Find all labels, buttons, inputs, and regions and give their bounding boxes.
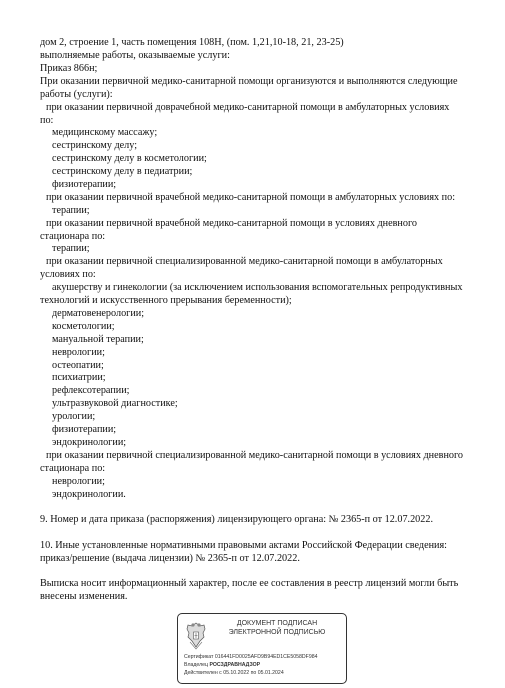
- list-item: косметологии;: [52, 321, 115, 332]
- electronic-signature-stamp: [177, 613, 347, 684]
- stamp-title: ДОКУМЕНТ ПОДПИСАН ЭЛЕКТРОННОЙ ПОДПИСЬЮ: [228, 620, 326, 636]
- list-item: неврологии;: [52, 347, 105, 358]
- list-item: медицинскому массажу;: [52, 127, 158, 138]
- list-item: сестринскому делу;: [52, 140, 138, 151]
- certificate-line: Сертификат 016441FD0025AFD9B94ED1CE5058DF984: [184, 654, 318, 660]
- category-heading: при оказании первичной врачебной медико-санитарной помощи в условиях дневного: [46, 218, 417, 229]
- list-item: рефлексотерапии;: [52, 385, 130, 396]
- list-item: физиотерапии;: [52, 424, 117, 435]
- list-item: сестринскому делу в педиатрии;: [52, 166, 193, 177]
- section-10: 10. Иные установленные нормативными правовыми актами Российской Федерации сведения:: [40, 540, 448, 551]
- list-item: физиотерапии;: [52, 179, 117, 190]
- order-reference: Приказ 866н;: [40, 63, 98, 74]
- list-item: эндокринологии.: [52, 489, 126, 500]
- text-line: технологий и искусственного прерывания беременности);: [40, 295, 292, 306]
- text-line: При оказании первичной медико-санитарной помощи организуются и выполняются следующие: [40, 76, 458, 87]
- disclaimer-continued: внесены изменения.: [40, 591, 128, 602]
- text-line: по:: [40, 115, 54, 126]
- works-heading: выполняемые работы, оказываемые услуги:: [40, 50, 230, 61]
- category-heading: при оказании первичной специализированной медико-санитарной помощи в амбулаторных: [46, 256, 443, 267]
- list-item: ультразвуковой диагностике;: [52, 398, 178, 409]
- list-item: эндокринологии;: [52, 437, 127, 448]
- list-item: остеопатии;: [52, 360, 104, 371]
- list-item: терапии;: [52, 243, 90, 254]
- owner-line: Владелец РОСЗДРАВНАДЗОР: [184, 662, 261, 668]
- address-line: дом 2, строение 1, часть помещения 108Н, (пом. 1,21,10-18, 21, 23-25): [40, 37, 344, 48]
- list-item: психиатрии;: [52, 372, 106, 383]
- text-line: стационара по:: [40, 231, 106, 242]
- coat-of-arms-icon: [184, 620, 208, 650]
- validity-line: Действителен с 05.10.2022 по 05.01.2024: [184, 670, 284, 676]
- category-heading: при оказании первичной специализированной медико-санитарной помощи в условиях дневного: [46, 450, 464, 461]
- disclaimer: Выписка носит информационный характер, после ее составления в реестр лицензий могли быть: [40, 578, 459, 589]
- list-item: мануальной терапии;: [52, 334, 144, 345]
- text-line: стационара по:: [40, 463, 106, 474]
- text-line: условиях по:: [40, 269, 96, 280]
- list-item: акушерству и гинекологии (за исключением использования вспомогательных репродуктивных: [52, 282, 463, 293]
- section-9: 9. Номер и дата приказа (распоряжения) лицензирующего органа: № 2365-п от 12.07.2022.: [40, 514, 434, 525]
- list-item: неврологии;: [52, 476, 105, 487]
- list-item: дерматовенерологии;: [52, 308, 145, 319]
- list-item: терапии;: [52, 205, 90, 216]
- category-heading: при оказании первичной врачебной медико-санитарной помощи в амбулаторных условиях по:: [46, 192, 456, 203]
- list-item: урологии;: [52, 411, 96, 422]
- text-line: приказ/решение (выдача лицензии) № 2365-п от 12.07.2022.: [40, 553, 300, 564]
- list-item: сестринскому делу в косметологии;: [52, 153, 207, 164]
- text-line: работы (услуги):: [40, 89, 113, 100]
- category-heading: при оказании первичной доврачебной медико-санитарной помощи в амбулаторных условиях: [46, 102, 450, 113]
